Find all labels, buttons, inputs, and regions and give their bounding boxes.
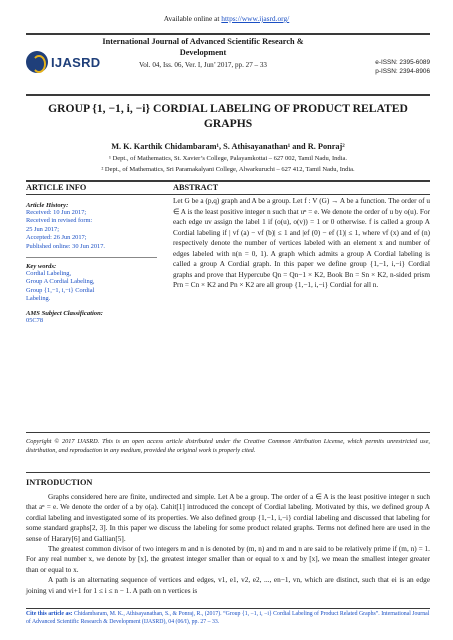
ams-label: AMS Subject Classification: xyxy=(26,309,103,317)
affiliation-1: ¹ Dept., of Mathematics, St. Xavier’s College, Palayamkottai – 627 002, Tamil Nadu, India. xyxy=(109,155,347,162)
history-item: Received: 10 Jun 2017; xyxy=(26,209,87,216)
abstract-text: Let G be a (p,q) graph and A be a group. Let f : V (G) → A be a function. The order of u ∈ A is the least positive integer n such that uⁿ = e. We denote the order of u by o(u). For each edge uv assign the label 1 if (o(u), o(v)) = 1 or 0 otherwise. f is called a group A Cordial labeling if | vf (a) − vf (b)| ≤ 1 and |ef (0) − ef (1)| ≤ 1, where vf (x) and ef (n) respectively denote the number of vertices labeled with an element x and number of edges labeled with n(n = 0, 1). A graph which admits a group A Cordial labeling is called a group A Cordial graph. In this paper we define group {1,−1, i,−i} Cordial graphs and prove that Hypercube Qn = Qn−1 × K2, Book Bn = Sn × K2, n-sided prism Prn = Cn × K2 and Pn × K2 are all group {1,−1, i,−i} Cordial for all n. xyxy=(173,197,430,289)
available-prefix: Available online at xyxy=(163,14,220,23)
volume-line: Vol. 04, Iss. 06, Ver. I, Jun’ 2017, pp. 27 – 33 xyxy=(139,61,267,69)
issn-block xyxy=(375,58,430,76)
article-info-column xyxy=(26,200,163,325)
keyword: Labeling. xyxy=(26,295,51,303)
journal-block xyxy=(86,36,320,69)
info-divider xyxy=(26,257,157,258)
citation-block xyxy=(26,611,430,626)
history-item: 25 Jun 2017; xyxy=(26,225,60,233)
history-item: Published online: 30 Jun 2017. xyxy=(26,242,105,250)
abstract-rule xyxy=(26,432,430,433)
paper-title: GROUP {1, −1, i, −i} CORDIAL LABELING OF PRODUCT RELATED GRAPHS xyxy=(48,102,408,130)
keyword: Cordial Labeling, xyxy=(26,270,72,278)
masthead-rule xyxy=(26,94,430,96)
logo-mark-icon xyxy=(26,51,48,73)
top-rule xyxy=(26,33,430,35)
keywords-label: Key words: xyxy=(26,263,57,271)
abstract-heading: ABSTRACT xyxy=(173,183,219,192)
intro-paragraph-3: A path is an alternating sequence of vertices and edges, v1, e1, v2, e2, ..., en−1, vn, which are distinct, such that ei is an edge joining vi and vi+1 for 1 ≤ i ≤ n − 1. A path on n vertices is xyxy=(26,576,430,595)
journal-masthead xyxy=(26,36,430,94)
keywords-list xyxy=(26,270,163,304)
introduction-body xyxy=(26,492,430,596)
intro-paragraph-2: The greatest common divisor of two integers m and n is denoted by (m, n) and m and n are said to be relatively prime if (m, n) = 1. For any real number x, we denote by [x], the greatest integer smaller than or equal to x and by [x], we mean the smallest integer greater than or equal to x. xyxy=(26,545,430,574)
eissn: e-ISSN: 2395-6089 xyxy=(375,59,430,66)
article-info-heading: ARTICLE INFO xyxy=(26,183,87,192)
history-item: Accepted: 26 Jun 2017; xyxy=(26,234,87,242)
keyword: Group A Cordial Labeling, xyxy=(26,278,95,286)
ams-code: 05C78 xyxy=(26,316,44,324)
copyright-rule xyxy=(26,472,430,473)
journal-name: International Journal of Advanced Scientific Research & Development xyxy=(102,37,304,57)
intro-paragraph-1: Graphs considered here are finite, undirected and simple. Let A be a group. The order of a ∈ A is the least positive integer n such that aⁿ = e. We denote the order of a by o(a). Cahit[1] introduced the concept of Cordial labeling. Motivated by this, we defined group A cordial labeling and investigated some of its properties. We also defined group {1,−1, i,−i} cordial labeling and discussed that labeling for some standard graphs[2, 3]. In this paper we discuss the labeling for some product related graphs. Terms not defined here are used in the sense of Harary[6] and Gallian[5]. xyxy=(26,493,430,543)
history-label: Article History: xyxy=(26,202,69,209)
history-item: Received in revised form: xyxy=(26,217,93,225)
citation-label: Cite this article as: xyxy=(26,611,73,617)
footer-rule xyxy=(26,608,430,609)
history-list xyxy=(26,209,163,251)
journal-url-link[interactable]: https://www.ijasrd.org/ xyxy=(221,14,290,23)
logo-text: IJASRD xyxy=(51,54,101,70)
affiliation-2: ² Dept., of Mathematics, Sri Paramakalyani College, Alwarkuruchi – 627 412, Tamil Nadu, India. xyxy=(101,166,355,173)
paper-authors: M. K. Karthik Chidambaram¹, S. Athisayanathan¹ and R. Ponraj² xyxy=(111,142,345,151)
pissn: p-ISSN: 2394-8906 xyxy=(375,68,430,75)
heading-rule xyxy=(26,194,430,195)
availability-line xyxy=(0,14,453,23)
keyword: Group {1,−1, i,−i} Cordial xyxy=(26,286,95,294)
section-rule xyxy=(26,180,430,182)
copyright-notice: Copyright © 2017 IJASRD. This is an open access article distributed under the Creative Common Attribution License, which permits unrestricted use, distribution, and reproduction in any medium, provided the original work is properly cited. xyxy=(26,438,430,455)
introduction-heading: INTRODUCTION xyxy=(26,478,93,487)
citation-text: Chidambaram, M. K., Athisayanathan, S., & Ponraj, R., (2017). “Group {1, −1, i, −i} Cordial Labeling of Product Related Graphs”. International Journal of Advanced Scientific Research & Development (IJASRD), 04 (06/I), pp. 27 – 33. xyxy=(26,611,430,625)
